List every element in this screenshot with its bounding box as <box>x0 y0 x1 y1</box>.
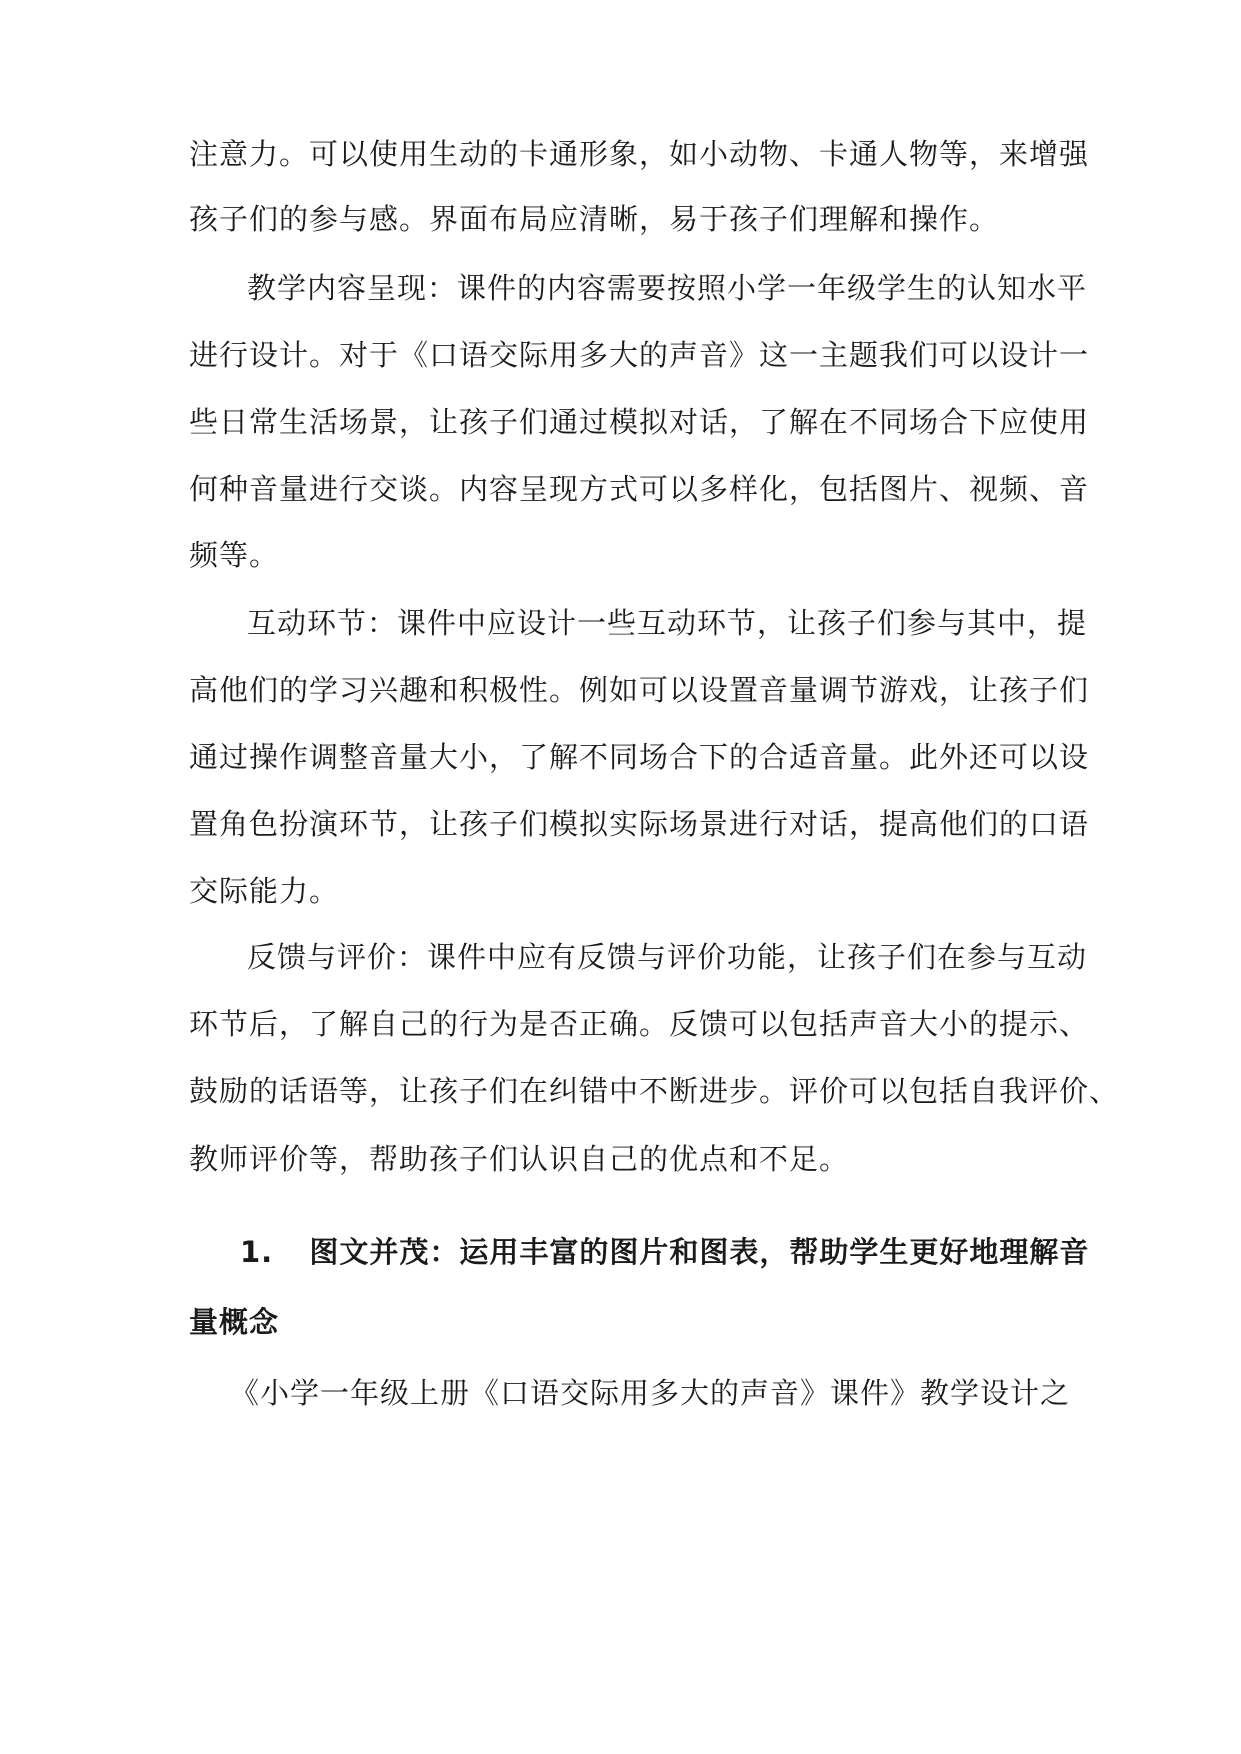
closing-line: 《小学一年级上册《口语交际用多大的声音》课件》教学设计之 <box>230 1376 1071 1410</box>
paragraph-4-line-4: 教师评价等，帮助孩子们认识自己的优点和不足。 <box>189 1142 850 1176</box>
paragraph-4-line-3: 鼓励的话语等，让孩子们在纠错中不断进步。评价可以包括自我评价、 <box>189 1074 1120 1108</box>
paragraph-2-line-2: 进行设计。对于《口语交际用多大的声音》这一主题我们可以设计一 <box>189 338 1090 372</box>
section-heading-text: 图文并茂：运用丰富的图片和图表，帮助学生更好地理解音 <box>309 1235 1090 1269</box>
paragraph-3-line-5: 交际能力。 <box>189 874 340 908</box>
paragraph-3-line-3: 通过操作调整音量大小，了解不同场合下的合适音量。此外还可以设 <box>189 740 1090 774</box>
paragraph-2-line-3: 些日常生活场景，让孩子们通过模拟对话，了解在不同场合下应使用 <box>189 405 1090 439</box>
paragraph-4-line-1: 反馈与评价：课件中应有反馈与评价功能，让孩子们在参与互动 <box>247 940 1088 974</box>
paragraph-2-line-4: 何种音量进行交谈。内容呈现方式可以多样化，包括图片、视频、音 <box>189 472 1090 506</box>
paragraph-4-line-2: 环节后，了解自己的行为是否正确。反馈可以包括声音大小的提示、 <box>189 1007 1090 1041</box>
paragraph-3-line-4: 置角色扮演环节，让孩子们模拟实际场景进行对话，提高他们的口语 <box>189 807 1090 841</box>
paragraph-3-line-2: 高他们的学习兴趣和积极性。例如可以设置音量调节游戏，让孩子们 <box>189 673 1090 707</box>
paragraph-1-line-2: 孩子们的参与感。界面布局应清晰，易于孩子们理解和操作。 <box>189 202 1000 236</box>
paragraph-2-line-5: 频等。 <box>189 538 280 572</box>
section-heading-line-1 <box>240 1232 1090 1272</box>
section-heading-line-2: 量概念 <box>189 1305 280 1339</box>
section-heading-number: 1. <box>240 1235 274 1269</box>
paragraph-1-line-1: 注意力。可以使用生动的卡通形象，如小动物、卡通人物等，来增强 <box>189 137 1090 171</box>
paragraph-2-line-1: 教学内容呈现：课件的内容需要按照小学一年级学生的认知水平 <box>247 271 1088 305</box>
paragraph-3-line-1: 互动环节：课件中应设计一些互动环节，让孩子们参与其中，提 <box>247 606 1088 640</box>
